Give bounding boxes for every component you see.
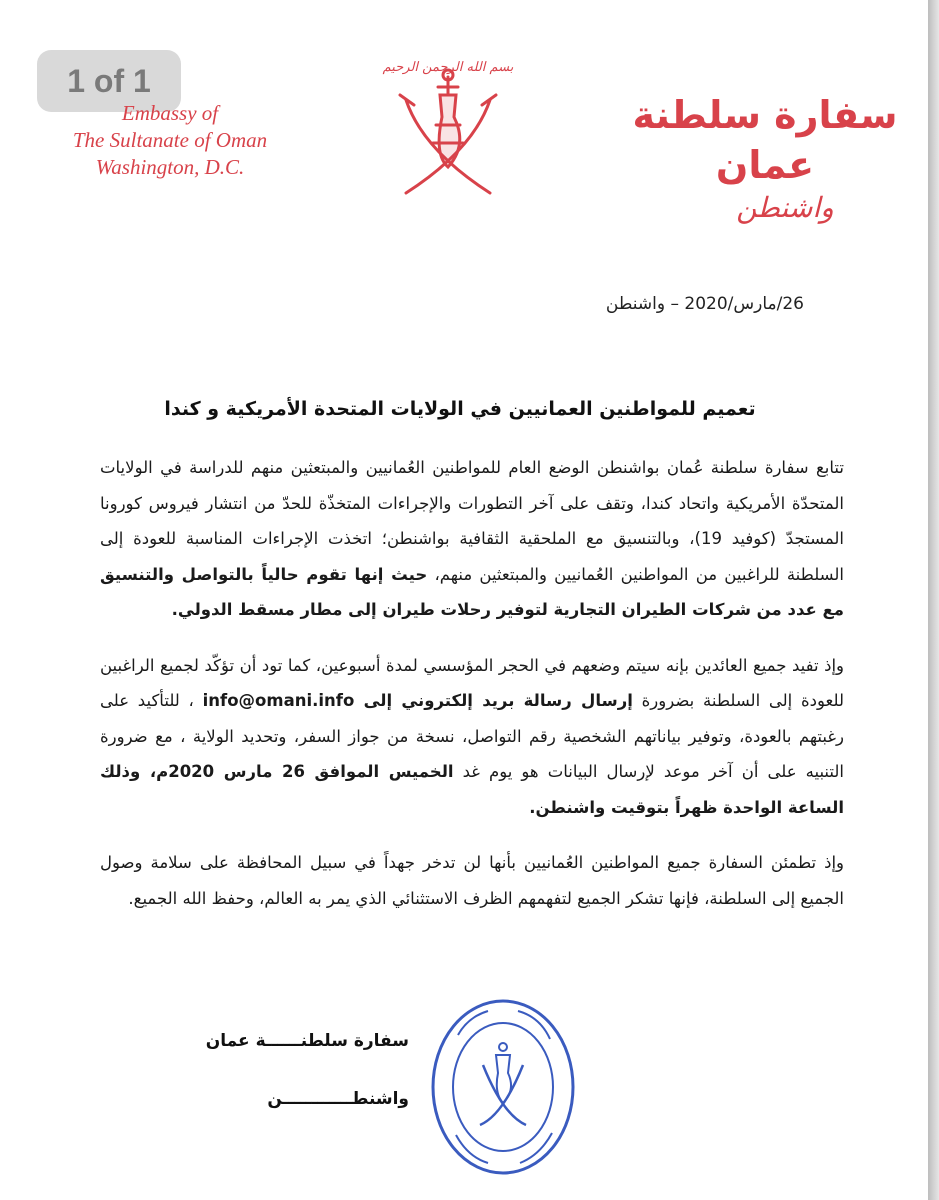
embassy-stamp-icon (428, 995, 578, 1180)
signature-line-1: سفارة سلطنــــــة عمان (205, 1031, 409, 1051)
paragraph-3-text: وإذ تطمئن السفارة جميع المواطنين العُمانيين بأنها لن تدخر جهداً في سبيل المحافظة على سلامة وصول الجميع إلى السلطنة، فإنها تشكر الجميع لتفهمهم الظرف الاستثنائي الذي يمر به العالم، وحفظ الله الجميع. (100, 853, 844, 908)
letterhead-english-line-3: Washington, D.C. (95, 155, 245, 179)
page-indicator-label: 1 of 1 (67, 62, 151, 99)
letterhead-english-line-1: Embassy of (121, 101, 219, 125)
letter-date: 26/مارس/2020 – واشنطن (605, 294, 804, 314)
paragraph-2-text-2: ، للتأكيد على رغبتهم بالعودة، وتوفير بياناتهم الشخصية رقم التواصل، نسخة من جواز السفر، وتحديد الولاية ، مع ضرورة التنبيه على أن آخر موعد لإرسال البيانات هو يوم غد (100, 691, 844, 781)
paragraph-2-text: وإذ تفيد جميع العائدين بإنه سيتم وضعهم في الحجر المؤسسي لمدة أسبوعين، كما تود أن تؤكّد لجميع الراغبين للعودة إلى السلطنة بضرورة (100, 655, 844, 710)
basmala: بسم الله الرحمن الرحيم (382, 60, 514, 75)
letterhead-arabic-line-2: واشنطن (736, 191, 834, 224)
letterhead-english-line-2: The Sultanate of Oman (72, 128, 268, 152)
signature-line-2: واشنطــــــــــــن (267, 1089, 409, 1109)
letter-body (100, 450, 844, 936)
oman-crest-icon (378, 55, 518, 205)
paragraph-1-bold: حيث إنها تقوم حالياً بالتواصل والتنسيق مع عدد من شركات الطيران التجارية لتوفير رحلات طيران إلى مطار مسقط الدولي. (100, 564, 844, 619)
paragraph-1-text: تتابع سفارة سلطنة عُمان بواشنطن الوضع العام للمواطنين العُمانيين والمبتعثين منهم للدراسة في الولايات المتحدّة الأمريكية واتحاد كندا، وتقف على آخر التطورات والإجراءات المتخذّة للحدّ من انتشار فيروس كورونا المستجدّ (كوفيد 19)، وبالتنسيق مع الملحقية الثقافية بواشنطن؛ اتخذت الإجراءات المناسبة للعودة إلى السلطنة للراغبين من المواطنين العُمانيين والمبتعثين منهم، (100, 458, 844, 584)
letter-subject: تعميم للمواطنين العمانيين في الولايات المتحدة الأمريكية و كندا (164, 398, 756, 420)
letterhead-arabic (630, 90, 900, 226)
paragraph-2 (100, 648, 844, 826)
letterhead-arabic-line-1: سفارة سلطنة عمان (632, 93, 898, 187)
paragraph-1 (100, 450, 844, 628)
paragraph-2-bold-email: إرسال رسالة بريد إلكتروني إلى info@omani.info (202, 691, 633, 710)
page-edge (928, 0, 939, 1200)
paragraph-2-bold-deadline: الخميس الموافق 26 مارس 2020م، وذلك الساعة الواحدة ظهراً بتوقيت واشنطن. (100, 762, 844, 817)
signature-block (206, 1012, 409, 1128)
paragraph-3 (100, 845, 844, 916)
letterhead-english (40, 100, 300, 181)
